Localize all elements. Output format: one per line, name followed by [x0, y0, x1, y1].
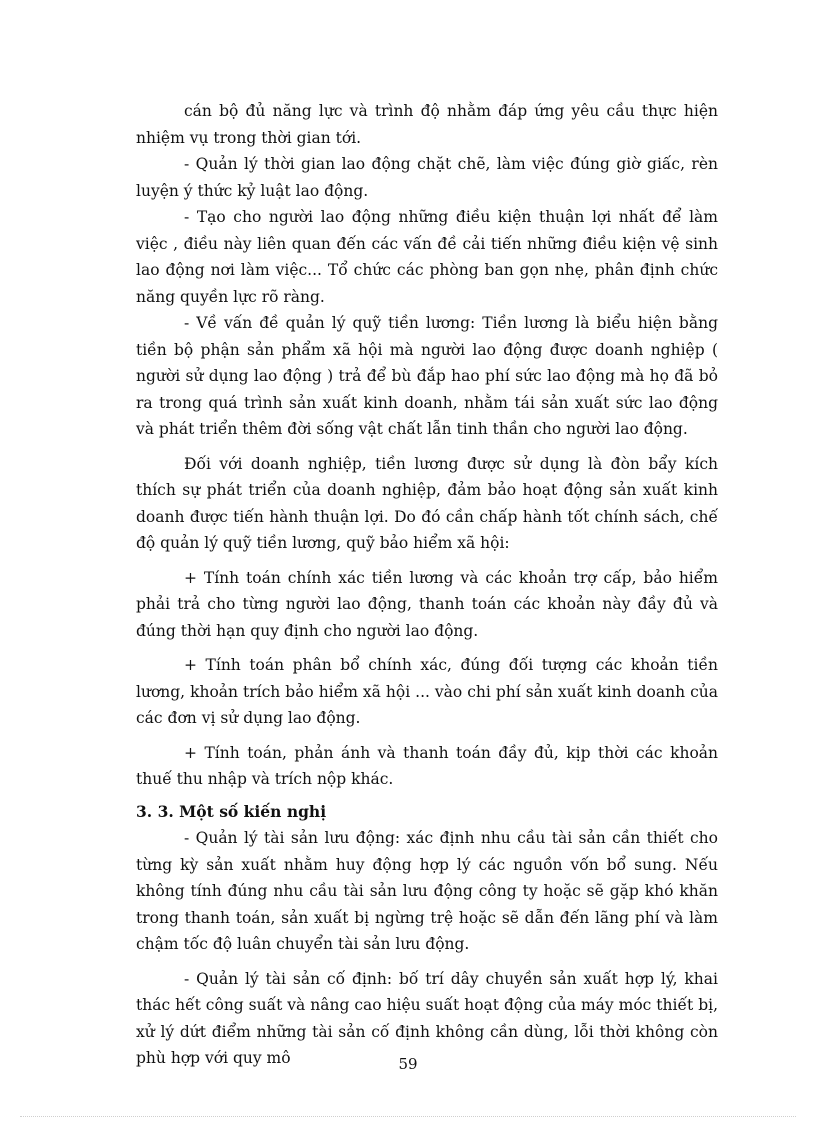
paragraph-allocate-wages: + Tính toán phân bổ chính xác, đúng đối tượng các khoản tiền lương, khoản trích bảo hiểm xã hội ... vào chi phí sản xuất kinh doanh của các đơn vị sử dụng lao động.: [136, 656, 718, 727]
paragraph-enterprise-wages: Đối với doanh nghiệp, tiền lương được sử dụng là đòn bẩy kích thích sự phát triển của doanh nghiệp, đảm bảo hoạt động sản xuất kinh doanh được tiến hành thuận lợi. Do đó cần chấp hành tốt chính sách, chế độ quản lý quỹ tiền lương, quỹ bảo hiểm xã hội:: [136, 454, 718, 552]
paragraph-labor-time: - Quản lý thời gian lao động chặt chẽ, làm việc đúng giờ giấc, rèn luyện ý thức kỷ luật lao động.: [136, 155, 718, 200]
page-bottom-divider: [20, 1116, 796, 1117]
paragraph-wage-fund: - Về vấn đề quản lý quỹ tiền lương: Tiền lương là biểu hiện bằng tiền bộ phận sản phẩm xã hội mà người lao động được doanh nghiệp ( người sử dụng lao động ) trả để bù đắp hao phí sức lao động mà họ đã bỏ ra trong quá trình sản xuất kinh doanh, nhằm tái sản xuất sức lao động và phát triển thêm đời sống vật chất lẫn tinh thần cho người lao động.: [136, 314, 718, 438]
paragraph-tax-payment: + Tính toán, phản ánh và thanh toán đầy đủ, kịp thời các khoản thuế thu nhập và trích nộp khác.: [136, 743, 718, 788]
paragraph-fixed-assets: - Quản lý tài sản cố định: bố trí dây chuyền sản xuất hợp lý, khai thác hết công suất và nâng cao hiệu suất hoạt động của máy móc thiết bị, xử lý dứt điểm những tài sản cố định không cần dùng, lỗi thời không còn phù hợp với quy mô: [136, 969, 718, 1067]
paragraph-continuation: cán bộ đủ năng lực và trình độ nhằm đáp ứng yêu cầu thực hiện nhiệm vụ trong thời gian tới.: [136, 102, 718, 147]
section-heading: 3. 3. Một số kiến nghị: [136, 801, 327, 821]
paragraph-working-conditions: - Tạo cho người lao động những điều kiện thuận lợi nhất để làm việc , điều này liên quan đến các vấn đề cải tiến những điều kiện vệ sinh lao động nơi làm việc... Tổ chức các phòng ban gọn nhẹ, phân định chức năng quyền lực rõ ràng.: [136, 208, 718, 306]
page-number: 59: [398, 1055, 418, 1073]
page-body: [136, 98, 718, 1072]
paragraph-calc-wages: + Tính toán chính xác tiền lương và các khoản trợ cấp, bảo hiểm phải trả cho từng người lao động, thanh toán các khoản này đầy đủ và đúng thời hạn quy định cho người lao động.: [136, 568, 718, 640]
paragraph-current-assets: - Quản lý tài sản lưu động: xác định nhu cầu tài sản cần thiết cho từng kỳ sản xuất nhằm huy động hợp lý các nguồn vốn bổ sung. Nếu không tính đúng nhu cầu tài sản lưu động công ty hoặc sẽ gặp khó khăn trong thanh toán, sản xuất bị ngừng trệ hoặc sẽ dẫn đến lãng phí và làm chậm tốc độ luân chuyển tài sản lưu động.: [136, 829, 718, 953]
